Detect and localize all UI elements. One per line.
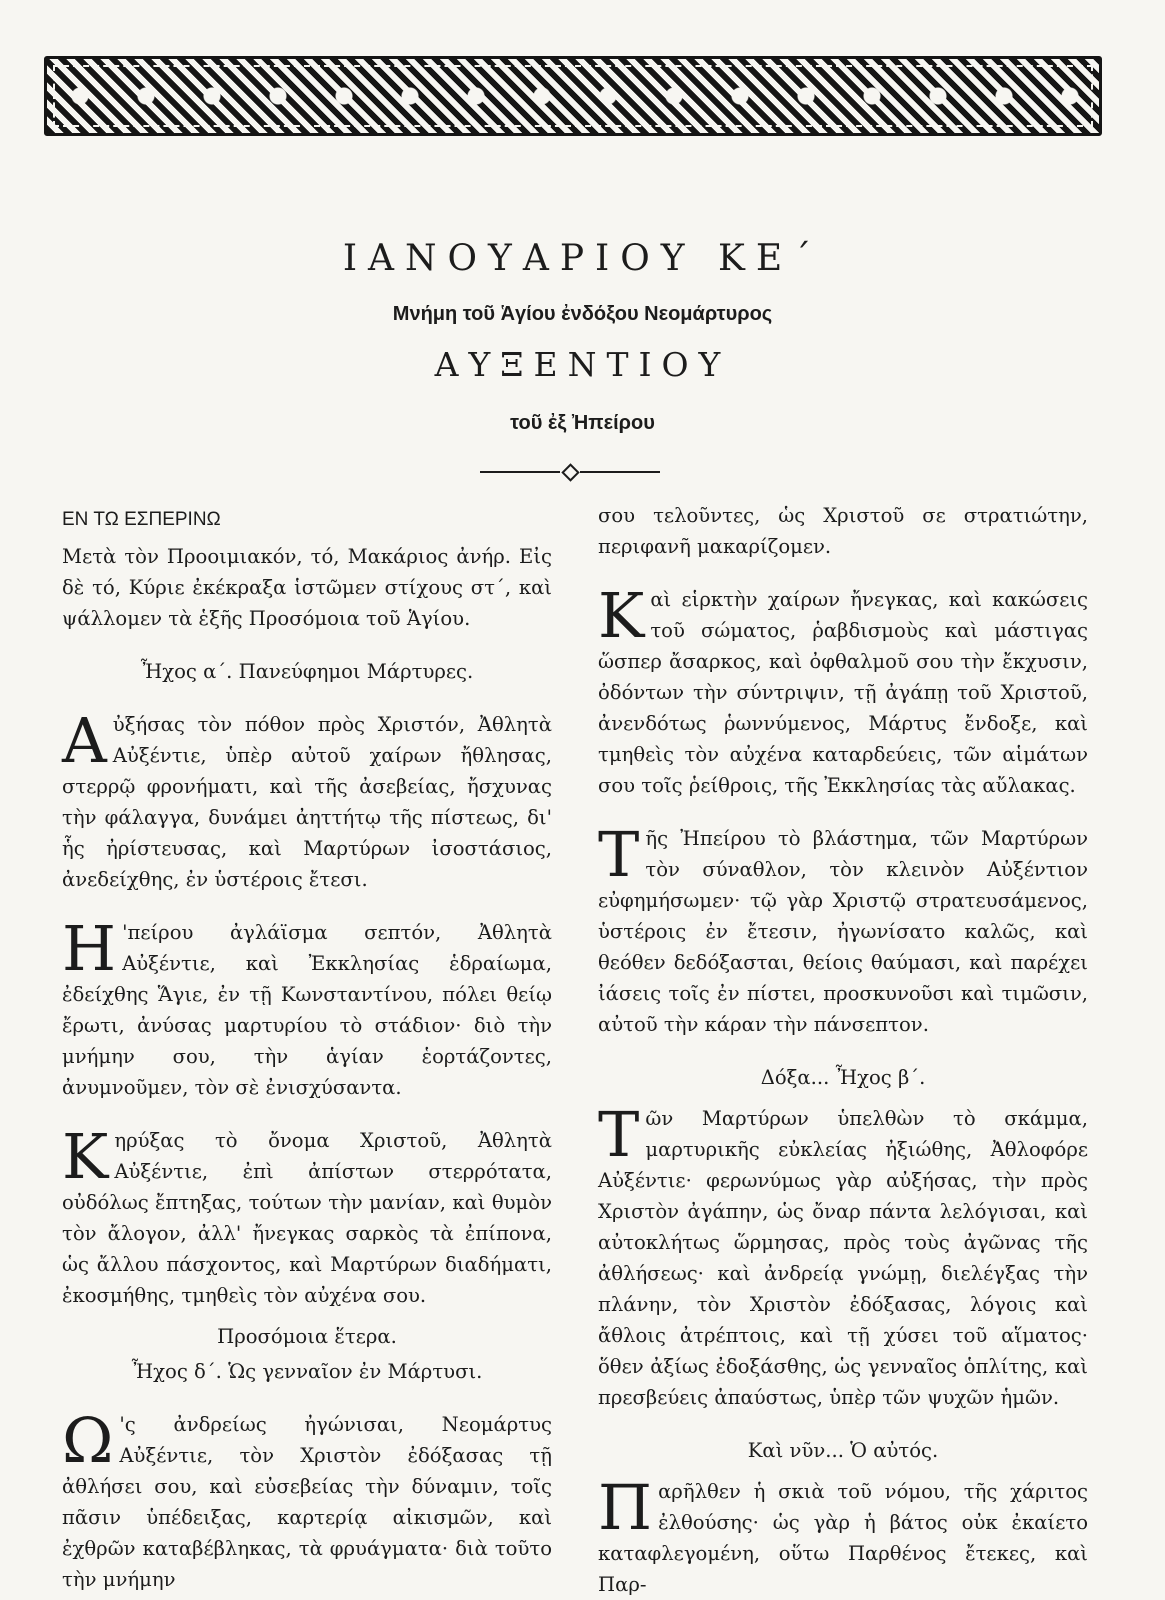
hymn-text: ῶν Μαρτύρων ὑπελθὼν τὸ σκάμμα, μαρτυρικῆς εὐκλείας ἠξιώθης, Ἀθλοφόρε Αὐξέντιε· φερωνύμως γὰρ αὐξήσας, τὴν πρὸς Χριστὸν ἀγάπην, ὡς ὄναρ πάντα λελόγισαι, καὶ αὐτοκλήτως ὥρμησας, πρὸς τοὺς ἀγῶνας τῆς ἀθλήσεως· καὶ ἀνδρείᾳ γνώμῃ, διελέγξας τὴν πλάνην, τὸν Χριστὸν ἐδόξασας, λόγοις καὶ ἄθλοις ἀτρέπτοις, καὶ τῇ χύσει τοῦ αἵματος· ὅθεν ἀξίως ἐδοξάσθης, ὡς γενναῖος ὁπλίτης, καὶ πρεσβεύεις ἀπαύστως, ὑπὲρ τῶν ψυχῶν ἡμῶν. bbox=[598, 1107, 1088, 1409]
tone-heading-4: Ἦχος δ΄. Ὡς γενναῖον ἐν Μάρτυσι. bbox=[131, 1360, 483, 1383]
continuation-text: σου τελοῦντες, ὡς Χριστοῦ σε στρατιώτην, περιφανῆ μακαρίζομεν. bbox=[598, 504, 1088, 558]
memory-line: Μνήμη τοῦ Ἁγίου ἐνδόξου Νεομάρτυρος bbox=[392, 303, 773, 325]
hymn-8 bbox=[598, 1471, 1088, 1600]
hymn-text: 'πείρου ἀγλάϊσμα σεπτόν, Ἀθλητὰ Αὐξέντιε, καὶ Ἐκκλησίας ἑδραίωμα, ἐδείχθης Ἅγιε, ἐν τῇ Κωνσταντίνου, πόλει θείῳ ἔρωτι, ἀνύσας μαρτυρίου τὸ στάδιον· διὸ τὴν μνήμην σου, τὴν ἁγίαν ἑορτάζοντες, ἀνυμνοῦμεν, τὸν σὲ ἐνισχύσαντα. bbox=[62, 921, 552, 1099]
hymn-1 bbox=[62, 704, 552, 895]
kai-nyn-heading: Καὶ νῦν... Ὁ αὐτός. bbox=[747, 1439, 939, 1462]
drop-cap: Κ bbox=[62, 1120, 109, 1193]
hymn-3 bbox=[62, 1120, 552, 1311]
hymn-5 bbox=[598, 579, 1088, 801]
drop-cap: Η bbox=[62, 912, 117, 985]
intro-rubric: Μετὰ τὸν Προοιμιακόν, τό, Μακάριος ἀνήρ. Εἰς δὲ τό, Κύριε ἐκέκραξα ἱστῶμεν στίχους στ΄, καὶ ψάλλομεν τὰ ἑξῆς Προσόμοια τοῦ Ἁγίου. bbox=[62, 545, 552, 630]
drop-cap: Τ bbox=[598, 818, 640, 891]
drop-cap: Α bbox=[62, 704, 107, 777]
other-prosomia-heading: Προσόμοια ἕτερα. bbox=[217, 1325, 397, 1348]
drop-cap: Κ bbox=[598, 579, 645, 652]
saint-name: ΑΥΞΕΝΤΙΟΥ bbox=[434, 345, 731, 384]
drop-cap: Π bbox=[598, 1471, 653, 1544]
decorative-border bbox=[44, 56, 1102, 136]
drop-cap: Ω bbox=[62, 1404, 114, 1477]
page-title: ΙΑΝΟΥΑΡΙΟΥ ΚΕ΄ bbox=[342, 238, 823, 279]
ornament-divider bbox=[480, 466, 660, 478]
doxa-heading: Δόξα... Ἦχος β΄. bbox=[760, 1066, 926, 1089]
hymn-6 bbox=[598, 818, 1088, 1040]
hymn-text: 'ς ἀνδρείως ἠγώνισαι, Νεομάρτυς Αὐξέντιε, τὸν Χριστὸν ἐδόξασας τῇ ἀθλήσει σου, καὶ εὐσεβείας τὴν δύναμιν, τοῖς πᾶσιν ὑπέδειξας, καρτερίᾳ αἰκισμῶν, καὶ ἐχθρῶν καταβέβληκας, τὰ φρυάγματα· διὰ τοῦτο τὴν μνήμην bbox=[62, 1413, 552, 1591]
section-heading: ΕΝ ΤΩ ΕΣΠΕΡΙΝΩ bbox=[62, 509, 221, 530]
tone-heading-1: Ἦχος α΄. Πανεύφημοι Μάρτυρες. bbox=[140, 660, 474, 683]
origin-line: τοῦ ἐξ Ἠπείρου bbox=[510, 412, 655, 434]
hymn-text: ὐξήσας τὸν πόθον πρὸς Χριστόν, Ἀθλητὰ Αὐξέντιε, ὑπὲρ αὐτοῦ χαίρων ἤθλησας, στερρῷ φρονήματι, καὶ τῆς ἀσεβείας, ἤσχυνας τὴν φάλαγγα, δυνάμει ἀηττήτῳ τῆς πίστεως, δι' ἧς ἠρίστευσας, καὶ Μαρτύρων ἰσοστάσιος, ἀνεδείχθης, ἐν ὑστέροις ἔτεσι. bbox=[62, 713, 552, 891]
hymn-2 bbox=[62, 912, 552, 1103]
left-column bbox=[62, 500, 552, 1595]
hymn-text: ηρύξας τὸ ὄνομα Χριστοῦ, Ἀθλητὰ Αὐξέντιε, ἐπὶ ἀπίστων στερρότατα, οὐδόλως ἔπτηξας, τούτων τὴν μανίαν, καὶ θυμὸν τὸν ἄλογον, ἀλλ' ἤνεγκας σαρκὸς τὰ ἐπίπονα, ὡς ἄλλου πάσχοντος, καὶ Μαρτύρων διαδήματι, ἐκοσμήθης, τμηθεὶς τὸν αὐχένα σου. bbox=[62, 1129, 552, 1307]
hymn-7 bbox=[598, 1098, 1088, 1413]
hymn-text: αὶ εἱρκτὴν χαίρων ἤνεγκας, καὶ κακώσεις τοῦ σώματος, ῥαβδισμοὺς καὶ μάστιγας ὥσπερ ἄσαρκος, καὶ ὀφθαλμοῦ σου τὴν ἔκχυσιν, ὀδόντων τὴν σύντριψιν, τῇ ἀγάπῃ τοῦ Χριστοῦ, ἀνενδότως ῥωννύμενος, Μάρτυς ἔνδοξε, καὶ τμηθεὶς τὸν αὐχένα καταρδεύεις, τῶν αἱμάτων σου τοῖς ῥείθροις, τῆς Ἐκκλησίας τὰς αὔλακας. bbox=[598, 588, 1088, 797]
hymn-text: αρῆλθεν ἡ σκιὰ τοῦ νόμου, τῆς χάριτος ἐλθούσης· ὡς γὰρ ἡ βάτος οὐκ ἐκαίετο καταφλεγομένη, οὕτω Παρθένος ἔτεκες, καὶ Παρ- bbox=[598, 1480, 1088, 1596]
drop-cap: Τ bbox=[598, 1098, 640, 1171]
right-column bbox=[598, 500, 1088, 1600]
hymn-text: ῆς Ἠπείρου τὸ βλάστημα, τῶν Μαρτύρων τὸν σύναθλον, τὸν κλεινὸν Αὐξέντιον εὐφημήσωμεν· τῷ γὰρ Χριστῷ στρατευσάμενος, ὑστέροις ἐν ἔτεσιν, ἠγωνίσατο καλῶς, καὶ θεόθεν δεδόξασται, θείοις θαύμασι, καὶ παρέχει ἰάσεις τοῖς ἐν πίστει, προσκυνοῦσι καὶ τιμῶσιν, αὐτοῦ τὴν κάραν τὴν πάνσεπτον. bbox=[598, 827, 1088, 1036]
hymn-4 bbox=[62, 1404, 552, 1595]
